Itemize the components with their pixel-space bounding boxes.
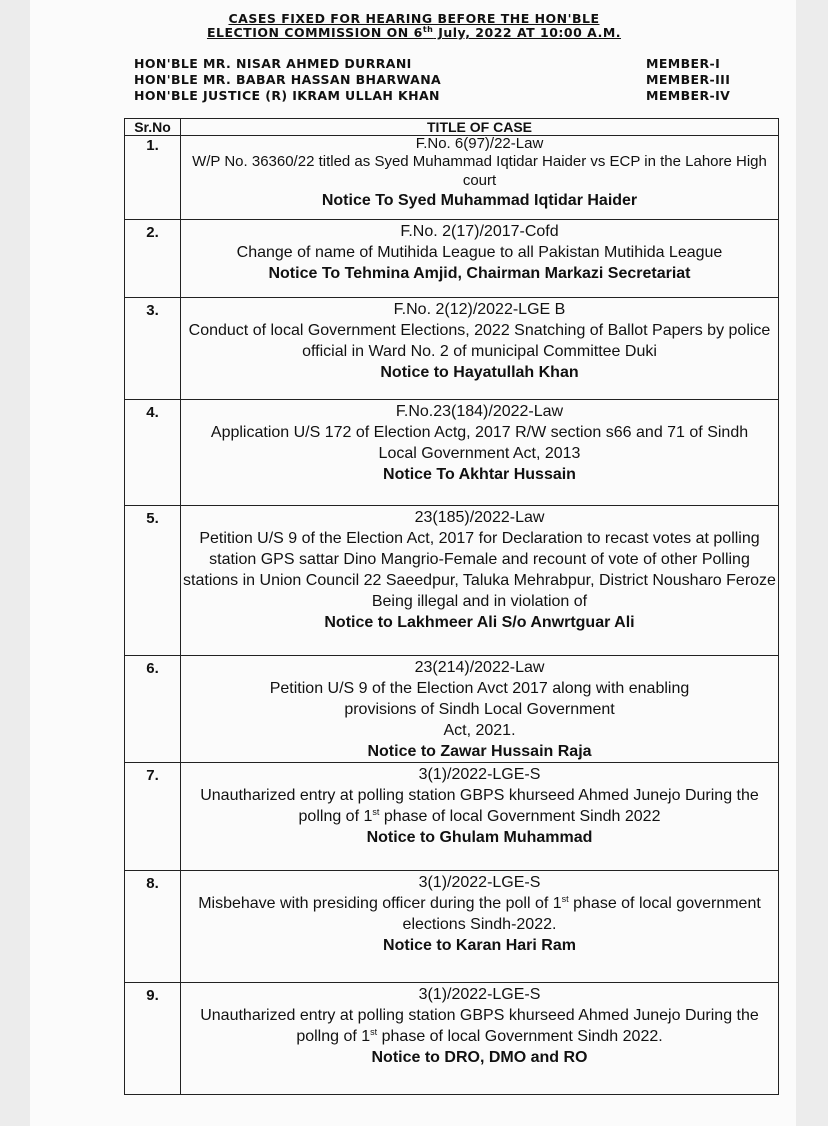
case-cell <box>181 656 779 763</box>
table-row <box>125 506 779 656</box>
case-cell <box>181 298 779 400</box>
member-role-2: MEMBER-III <box>646 72 731 87</box>
case-notice: Notice To Tehmina Amjid, Chairman Markazi Secretariat <box>268 265 691 282</box>
case-srno: 2. <box>125 220 181 298</box>
case-srno: 5. <box>125 506 181 656</box>
case-cell <box>181 506 779 656</box>
member-name-1: HON'BLE MR. NISAR AHMED DURRANI <box>134 56 412 71</box>
column-header-srno: Sr.No <box>125 119 181 136</box>
member-name-2: HON'BLE MR. BABAR HASSAN BHARWANA <box>134 72 442 87</box>
case-notice: Notice To Akhtar Hussain <box>383 466 576 483</box>
case-file-no: F.No. 2(17)/2017-Cofd <box>400 223 559 240</box>
case-notice: Notice to Lakhmeer Ali S/o Anwrtguar Ali <box>324 614 635 631</box>
case-notice: Notice to Zawar Hussain Raja <box>367 743 592 760</box>
case-srno: 8. <box>125 871 181 983</box>
case-notice: Notice to Hayatullah Khan <box>380 364 579 381</box>
table-header-row <box>125 119 779 136</box>
case-file-no: F.No.23(184)/2022-Law <box>395 403 564 420</box>
heading-line-1: CASES FIXED FOR HEARING BEFORE THE HON'BLE <box>228 11 600 26</box>
case-cell <box>181 400 779 506</box>
table-row <box>125 983 779 1095</box>
table-row <box>125 220 779 298</box>
case-notice: Notice To Syed Muhammad Iqtidar Haider <box>321 192 638 209</box>
case-description-cont: Act, 2021. <box>443 722 516 739</box>
case-description: Misbehave with presiding officer during the poll of 1st phase of local government elections Sindh-2022. <box>198 894 761 933</box>
table-row <box>125 871 779 983</box>
heading-line-2: ELECTION COMMISSION ON 6th July, 2022 AT 10:00 A.M. <box>206 24 622 40</box>
case-description: Unautharized entry at polling station GBPS khurseed Ahmed Junejo During the pollng of 1st phase of local Government Sindh 2022 <box>200 787 759 825</box>
table-row <box>125 298 779 400</box>
member-role-1: MEMBER-I <box>646 56 721 71</box>
case-description: W/P No. 36360/22 titled as Syed Muhammad Iqtidar Haider vs ECP in the Lahore High court <box>192 153 767 189</box>
case-file-no: 3(1)/2022-LGE-S <box>418 986 541 1003</box>
case-notice: Notice to Karan Hari Ram <box>383 937 576 954</box>
case-srno: 4. <box>125 400 181 506</box>
case-file-no: 3(1)/2022-LGE-S <box>418 874 541 891</box>
case-file-no: 23(214)/2022-Law <box>414 659 545 676</box>
case-srno: 3. <box>125 298 181 400</box>
case-cell <box>181 136 779 220</box>
case-cell <box>181 763 779 871</box>
case-file-no: 23(185)/2022-Law <box>414 509 545 526</box>
cases-table <box>124 118 779 1095</box>
case-srno: 6. <box>125 656 181 763</box>
case-file-no: 3(1)/2022-LGE-S <box>418 766 541 783</box>
case-notice: Notice to Ghulam Muhammad <box>366 829 593 846</box>
case-file-no: F.No. 6(97)/22-Law <box>415 135 544 152</box>
case-notice: Notice to DRO, DMO and RO <box>371 1049 588 1066</box>
case-cell <box>181 871 779 983</box>
case-description: Petition U/S 9 of the Election Avct 2017 along with enabling provisions of Sindh Local Government <box>269 680 690 718</box>
case-srno: 1. <box>125 136 181 220</box>
case-description: Conduct of local Government Elections, 2022 Snatching of Ballot Papers by police official in Ward No. 2 of municipal Committee Duki <box>188 322 771 360</box>
table-row <box>125 656 779 763</box>
case-description: Unautharized entry at polling station GBPS khurseed Ahmed Junejo During the pollng of 1st phase of local Government Sindh 2022. <box>200 1007 759 1045</box>
case-srno: 7. <box>125 763 181 871</box>
column-header-title: TITLE OF CASE <box>181 119 779 136</box>
table-row <box>125 763 779 871</box>
member-name-3: HON'BLE JUSTICE (R) IKRAM ULLAH KHAN <box>134 88 440 103</box>
case-description: Application U/S 172 of Election Actg, 2017 R/W section s66 and 71 of Sindh Local Government Act, 2013 <box>210 424 749 462</box>
case-description: Petition U/S 9 of the Election Act, 2017 for Declaration to recast votes at polling station GPS sattar Dino Mangrio-Female and recount of vote of other Polling stations in Union Council 22 Saeedpur, Taluka Mehrabpur, District Nousharo Feroze Being illegal and in violation of <box>183 530 776 610</box>
member-role-3: MEMBER-IV <box>646 88 731 103</box>
case-file-no: F.No. 2(12)/2022-LGE B <box>393 301 566 318</box>
case-srno: 9. <box>125 983 181 1095</box>
case-cell <box>181 983 779 1095</box>
case-cell <box>181 220 779 298</box>
case-description: Change of name of Mutihida League to all Pakistan Mutihida League <box>236 244 723 261</box>
table-row <box>125 400 779 506</box>
table-row <box>125 136 779 220</box>
